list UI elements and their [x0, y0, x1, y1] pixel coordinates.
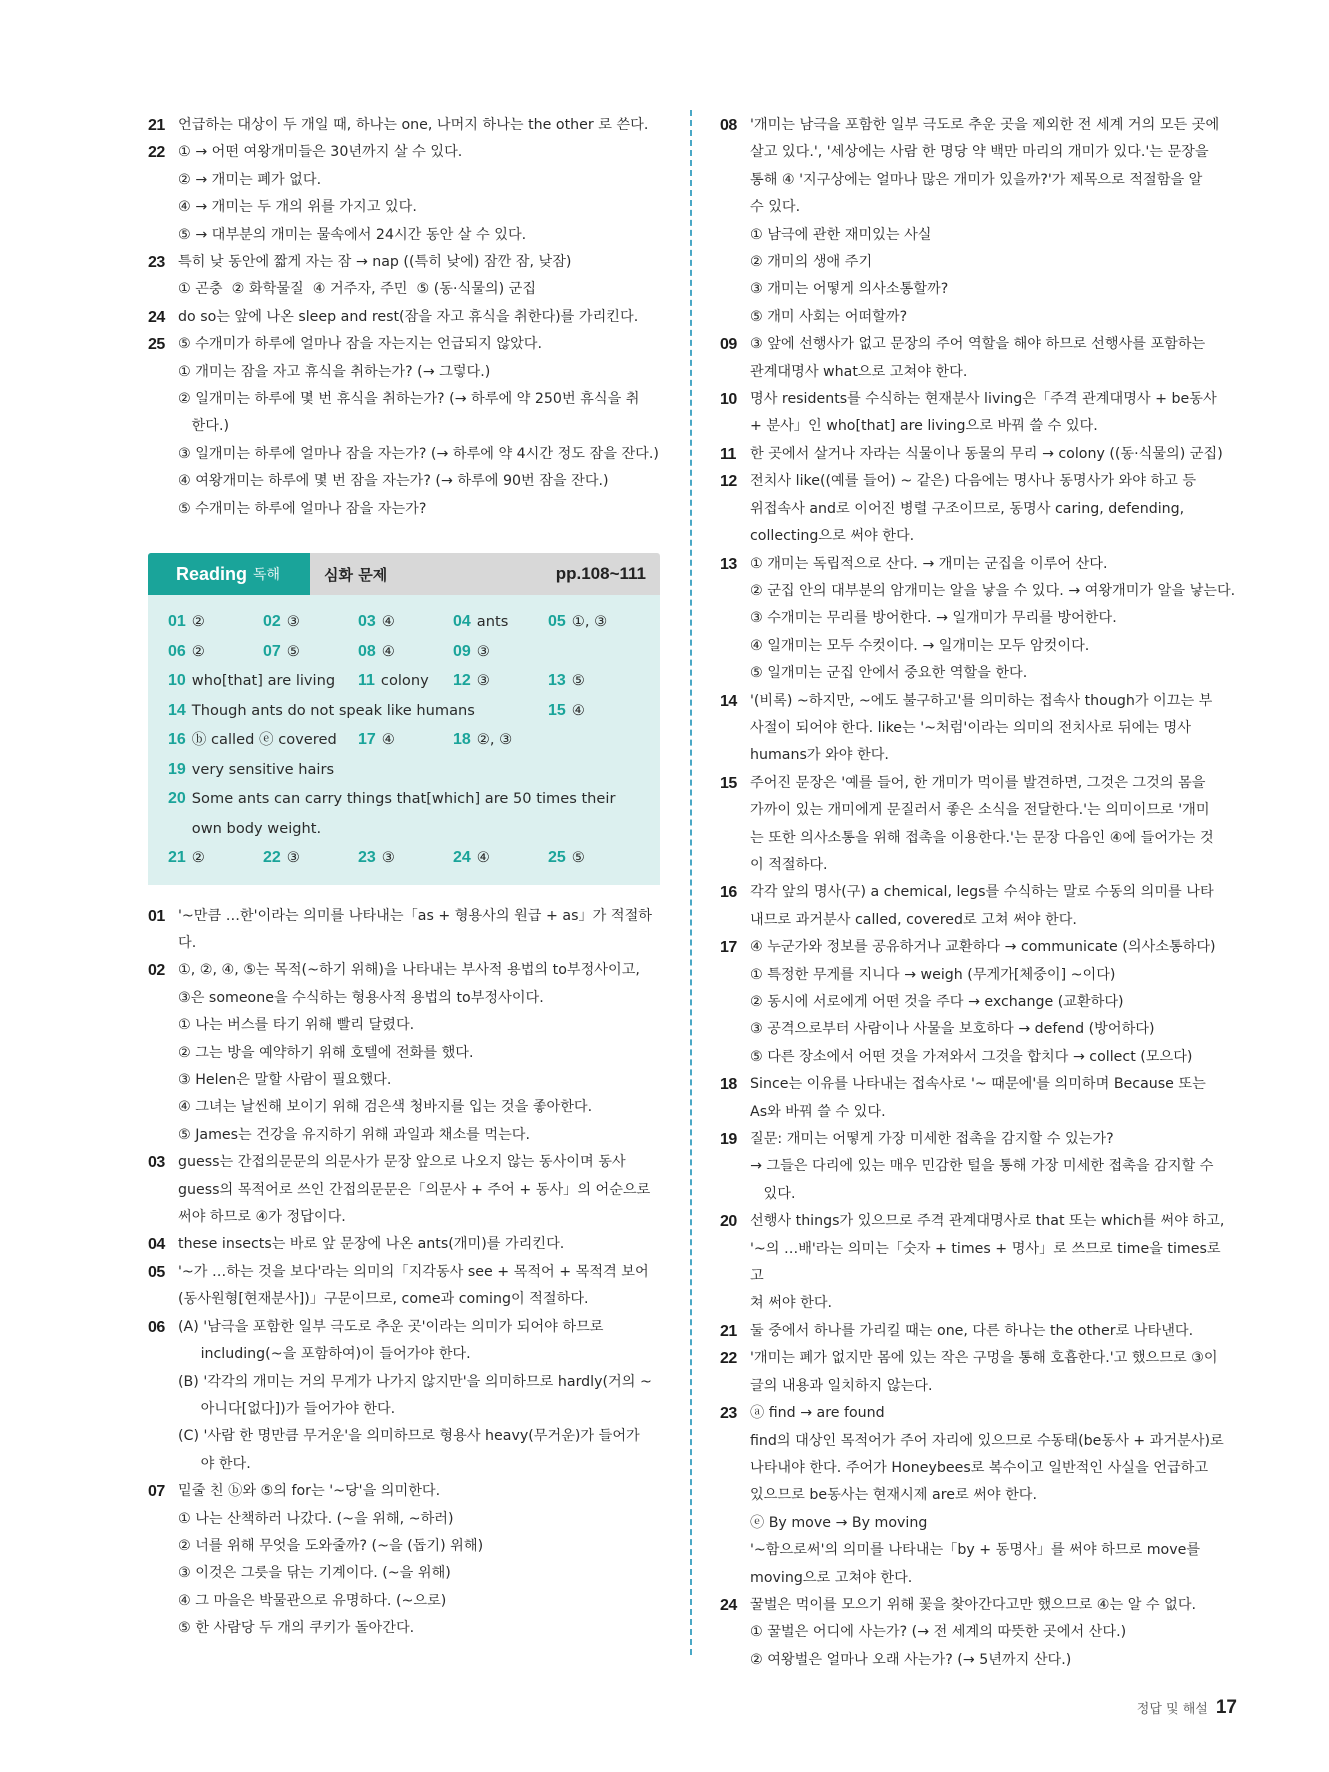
- answer-number: 18: [453, 731, 471, 749]
- explanation-item: [148, 304, 660, 331]
- answer-cell: [168, 637, 263, 667]
- box-pages: pp.108~111: [555, 564, 646, 584]
- item-line: ④ 일개미는 모두 수컷이다. → 일개미는 모두 암컷이다.: [750, 637, 1090, 654]
- answer-value: ①, ③: [571, 613, 608, 631]
- answer-number: 23: [358, 849, 376, 867]
- explanation-item: [720, 386, 1237, 441]
- answer-row: [168, 784, 644, 843]
- answer-value: ③: [381, 849, 395, 867]
- item-line: '~가 …하는 것을 보다'라는 의미의「지각동사 see + 목적어 + 목적격 보어: [178, 1263, 649, 1280]
- item-number: 09: [720, 336, 737, 354]
- answer-cell: [453, 666, 548, 696]
- answer-cell: [168, 725, 358, 755]
- item-line: ④ 그 마을은 박물관으로 유명하다. (~으로): [178, 1592, 447, 1609]
- item-line: ⑤ 개미 사회는 어떠할까?: [750, 308, 908, 325]
- item-number: 17: [720, 939, 737, 957]
- item-number: 18: [720, 1076, 737, 1094]
- item-number: 07: [148, 1483, 165, 1501]
- item-line: ⑤ 일개미는 군집 안에서 중요한 역할을 한다.: [750, 665, 1028, 682]
- item-line: 밑줄 친 ⓑ와 ⑤의 for는 '~당'을 의미한다.: [178, 1483, 441, 1500]
- item-line: ① 특정한 무게를 지니다 → weigh (무게가[체중이] ~이다): [750, 966, 1116, 983]
- answer-cell: [263, 637, 358, 667]
- explanation-item: [720, 331, 1237, 386]
- item-line: ③ 일개미는 하루에 얼마나 잠을 자는가? (→ 하루에 약 4시간 정도 잠을 잔다.): [178, 445, 659, 462]
- item-line: 있다.: [750, 1185, 796, 1202]
- item-line: '개미는 남극을 포함한 일부 극도로 추운 곳을 제외한 전 세계 거의 모든 곳에: [750, 117, 1220, 133]
- item-line: ② 동시에 서로에게 어떤 것을 주다 → exchange (교환하다): [750, 994, 1124, 1010]
- answer-number: 03: [358, 613, 376, 631]
- answer-cell: [358, 725, 453, 755]
- answer-number: 14: [168, 701, 186, 719]
- explanation-item: [148, 139, 660, 249]
- answer-number: 11: [358, 672, 375, 690]
- explanation-item: [148, 1314, 660, 1478]
- explanation-item: [720, 1345, 1237, 1400]
- reading-tag-kr: 독해: [253, 567, 281, 584]
- item-number: 03: [148, 1154, 165, 1172]
- item-number: 21: [720, 1322, 737, 1340]
- answer-value: ants: [476, 613, 509, 631]
- answer-cell: [263, 843, 358, 873]
- answer-cell: [358, 843, 453, 873]
- item-number: 14: [720, 692, 737, 710]
- box-title: 심화 문제: [324, 565, 388, 584]
- answer-number: 05: [548, 613, 566, 631]
- item-line: ① 나는 산책하러 나갔다. (~을 위해, ~하러): [178, 1510, 454, 1527]
- item-line: ⑤ James는 건강을 유지하기 위해 과일과 채소를 먹는다.: [178, 1126, 531, 1143]
- item-line: ② 개미의 생애 주기: [750, 254, 873, 271]
- answer-value: ④: [571, 701, 585, 719]
- answer-cell: [548, 696, 643, 726]
- explanation-item: [148, 1149, 660, 1231]
- item-line: ①, ②, ④, ⑤는 목적(~하기 위해)을 나타내는 부사적 용법의 to부정사이고,: [178, 962, 640, 979]
- answer-value: who[that] are living: [191, 672, 336, 690]
- answer-value: Though ants do not speak like humans: [191, 701, 475, 719]
- answer-value: ②, ③: [476, 731, 513, 749]
- item-number: 13: [720, 555, 737, 573]
- item-line: 써야 하므로 ④가 정답이다.: [178, 1209, 346, 1226]
- item-line: ③ 이것은 그릇을 닦는 기계이다. (~을 위해): [178, 1565, 451, 1582]
- item-line: ④ → 개미는 두 개의 위를 가지고 있다.: [178, 199, 417, 216]
- explanation-item: [720, 468, 1237, 550]
- item-number: 12: [720, 473, 737, 491]
- answer-number: 17: [358, 731, 376, 749]
- item-line: 둘 중에서 하나를 가리킬 때는 one, 다른 하나는 the other로 나타낸다.: [750, 1322, 1194, 1339]
- item-line: ⑤ 수개미가 하루에 얼마나 잠을 자는지는 언급되지 않았다.: [178, 336, 543, 353]
- item-line: ③ 개미는 어떻게 의사소통할까?: [750, 281, 949, 298]
- answer-number: 13: [548, 672, 566, 690]
- item-line: find의 대상인 목적어가 주어 자리에 있으므로 수동태(be동사 + 과거분사)로: [750, 1432, 1224, 1449]
- item-line: (C) '사람 한 명만큼 무거운'을 의미하므로 형용사 heavy(무거운)가 들어가: [178, 1428, 640, 1445]
- explanation-item: [720, 1208, 1237, 1318]
- item-line: '(비록) ~하지만, ~에도 불구하고'를 의미하는 접속사 though가 이끄는 부: [750, 692, 1213, 709]
- answer-cell: [358, 607, 453, 637]
- item-number: 23: [148, 254, 165, 272]
- answer-value: Some ants can carry things that[which] are 50 times their own body weight.: [191, 790, 616, 837]
- answer-row: [168, 755, 644, 785]
- item-line: 다.: [178, 935, 197, 951]
- item-line: ② 군집 안의 대부분의 암개미는 알을 낳을 수 있다. → 여왕개미가 알을 낳는다.: [750, 582, 1236, 599]
- item-line: 가까이 있는 개미에게 문질러서 좋은 소식을 전달한다.'는 의미이므로 '개미: [750, 802, 1210, 819]
- answer-cell: [263, 607, 358, 637]
- item-line: 각각 앞의 명사(구) a chemical, legs를 수식하는 말로 수동의 의미를 나타: [750, 884, 1214, 901]
- item-line: do so는 앞에 나온 sleep and rest(잠을 자고 휴식을 취한다)를 가리킨다.: [178, 308, 639, 325]
- answer-value: ④: [381, 642, 395, 660]
- item-line: ⓔ By move → By moving: [750, 1514, 928, 1531]
- item-line: '~함으로써'의 의미를 나타내는「by + 동명사」를 써야 하므로 move를: [750, 1542, 1201, 1559]
- item-line: 야 한다.: [178, 1455, 251, 1472]
- item-line: ② 여왕벌은 얼마나 오래 사는가? (→ 5년까지 산다.): [750, 1651, 1072, 1668]
- item-line: ① 개미는 잠을 자고 휴식을 취하는가? (→ 그렇다.): [178, 363, 491, 380]
- answer-number: 10: [168, 672, 186, 690]
- item-number: 04: [148, 1236, 165, 1254]
- item-line: ⑤ → 대부분의 개미는 물속에서 24시간 동안 살 수 있다.: [178, 226, 527, 243]
- right-explanations: [720, 112, 1237, 1674]
- answer-value: ③: [286, 849, 300, 867]
- reading-tag-en: Reading: [176, 563, 248, 584]
- explanation-item: [720, 1126, 1237, 1208]
- answer-number: 15: [548, 701, 566, 719]
- left-top-answers: [148, 112, 660, 523]
- right-column: [720, 112, 1237, 1674]
- item-line: 명사 residents를 수식하는 현재분사 living은「주격 관계대명사 + be동사: [750, 391, 1217, 408]
- item-line: '개미는 폐가 없지만 몸에 있는 작은 구멍을 통해 호흡한다.'고 했으므로 ③이: [750, 1350, 1218, 1367]
- explanation-item: [720, 688, 1237, 770]
- answer-value: ⑤: [571, 672, 585, 690]
- item-line: 살고 있다.', '세상에는 사람 한 명당 약 백만 마리의 개미가 있다.'는 문장을: [750, 144, 1209, 161]
- reading-box-header: [148, 553, 660, 595]
- item-number: 25: [148, 336, 165, 354]
- explanation-item: [720, 1071, 1237, 1126]
- item-line: moving으로 고쳐야 한다.: [750, 1569, 913, 1586]
- item-number: 02: [148, 962, 165, 980]
- item-line: ① 곤충 ② 화학물질 ④ 거주자, 주민 ⑤ (동·식물의) 군집: [178, 281, 537, 298]
- item-line: 꿀벌은 먹이를 모으기 위해 꽃을 찾아간다고만 했으므로 ④는 알 수 없다.: [750, 1596, 1197, 1613]
- explanation-item: [720, 1318, 1237, 1345]
- item-line: ② 일개미는 하루에 몇 번 휴식을 취하는가? (→ 하루에 약 250번 휴식을 취: [178, 391, 640, 408]
- left-bottom-explanations: [148, 903, 660, 1643]
- answer-cell: [453, 843, 548, 873]
- item-line: ① 나는 버스를 타기 위해 빨리 달렸다.: [178, 1017, 415, 1034]
- item-number: 22: [148, 144, 165, 162]
- answer-cell: [358, 637, 453, 667]
- explanation-item: [148, 957, 660, 1149]
- item-line: 이 적절하다.: [750, 856, 828, 873]
- item-number: 08: [720, 117, 737, 134]
- answer-number: 21: [168, 849, 186, 867]
- explanation-item: [148, 249, 660, 304]
- item-line: humans가 와야 한다.: [750, 747, 889, 764]
- answer-value: colony: [380, 672, 429, 690]
- left-column: [148, 112, 660, 1643]
- item-line: ③ 공격으로부터 사람이나 사물을 보호하다 → defend (방어하다): [750, 1021, 1155, 1038]
- answer-cell: [168, 784, 644, 843]
- item-line: ③ 수개미는 무리를 방어한다. → 일개미가 무리를 방어한다.: [750, 610, 1117, 627]
- answer-number: 20: [168, 790, 186, 808]
- item-number: 10: [720, 391, 737, 409]
- column-divider: [690, 110, 692, 1655]
- answer-row: [168, 666, 644, 696]
- answer-number: 08: [358, 642, 376, 660]
- answer-number: 04: [453, 613, 471, 631]
- item-line: ① → 어떤 여왕개미들은 30년까지 살 수 있다.: [178, 144, 463, 161]
- footer-text: 정답 및 해설: [1136, 1702, 1208, 1717]
- item-line: ④ 여왕개미는 하루에 몇 번 잠을 자는가? (→ 하루에 90번 잠을 잔다.): [178, 473, 609, 490]
- item-number: 05: [148, 1263, 165, 1281]
- item-line: (B) '각각의 개미는 거의 무게가 나가지 않지만'을 의미하므로 hardly(거의 ~: [178, 1373, 652, 1390]
- item-line: ① 꿀벌은 어디에 사는가? (→ 전 세계의 따뜻한 곳에서 산다.): [750, 1624, 1127, 1641]
- answer-cell: [453, 725, 548, 755]
- item-line: 한 곳에서 살거나 자라는 식물이나 동물의 무리 → colony ((동·식물의) 군집): [750, 445, 1223, 462]
- item-line: 내므로 과거분사 called, covered로 고쳐 써야 한다.: [750, 911, 1077, 928]
- item-line: collecting으로 써야 한다.: [750, 528, 915, 545]
- item-line: ⓐ find → are found: [750, 1405, 885, 1422]
- item-number: 22: [720, 1350, 737, 1368]
- answer-value: ③: [476, 672, 490, 690]
- item-line: 는 또한 의사소통을 위해 접촉을 이용한다.'는 문장 다음인 ④에 들어가는 것: [750, 829, 1214, 846]
- item-line: 관계대명사 what으로 고쳐야 한다.: [750, 363, 968, 380]
- item-line: Since는 이유를 나타내는 접속사로 '~ 때문에'를 의미하며 Because 또는: [750, 1076, 1206, 1093]
- item-line: ② 그는 방을 예약하기 위해 호텔에 전화를 했다.: [178, 1044, 474, 1061]
- answer-number: 07: [263, 642, 281, 660]
- answer-cell: [358, 666, 453, 696]
- item-number: 16: [720, 884, 737, 902]
- answer-value: ③: [476, 642, 490, 660]
- item-line: ⑤ 다른 장소에서 어떤 것을 가져와서 그것을 합치다 → collect (모으다): [750, 1048, 1193, 1065]
- answer-number: 25: [548, 849, 566, 867]
- page-footer: [1137, 1697, 1237, 1719]
- item-number: 21: [148, 117, 165, 134]
- answer-value: ②: [191, 849, 205, 867]
- item-line: 특히 낮 동안에 짧게 자는 잠 → nap ((특히 낮에) 잠깐 잠, 낮잠): [178, 254, 572, 271]
- item-line: → 그들은 다리에 있는 매우 민감한 털을 통해 가장 미세한 접촉을 감지할 수: [750, 1158, 1214, 1175]
- explanation-item: [148, 1259, 660, 1314]
- item-number: 24: [148, 308, 165, 326]
- explanation-item: [720, 441, 1237, 468]
- answer-value: ②: [191, 642, 205, 660]
- item-line: these insects는 바로 앞 문장에 나온 ants(개미)를 가리킨다.: [178, 1236, 565, 1253]
- answer-number: 09: [453, 642, 471, 660]
- answer-cell: [548, 843, 643, 873]
- item-line: ③ Helen은 말할 사람이 필요했다.: [178, 1072, 392, 1089]
- answer-cell: [453, 607, 548, 637]
- answer-cell: [168, 755, 358, 785]
- answer-number: 16: [168, 731, 186, 749]
- item-line: 글의 내용과 일치하지 않는다.: [750, 1377, 933, 1394]
- explanation-item: [720, 770, 1237, 880]
- item-line: 수 있다.: [750, 199, 801, 216]
- explanation-item: [148, 1478, 660, 1642]
- explanation-item: [720, 1400, 1237, 1592]
- item-number: 19: [720, 1131, 737, 1149]
- item-number: 15: [720, 774, 737, 792]
- answer-cell: [548, 666, 643, 696]
- answer-row: [168, 607, 644, 637]
- explanation-item: [720, 934, 1237, 1071]
- answer-row: [168, 637, 644, 667]
- explanation-item: [148, 331, 660, 523]
- explanation-item: [148, 112, 660, 139]
- item-line: 선행사 things가 있으므로 주격 관계대명사로 that 또는 which를 써야 하고,: [750, 1213, 1225, 1230]
- item-number: 23: [720, 1405, 737, 1423]
- item-line: (동사원형[현재분사])」구문이므로, come과 coming이 적절하다.: [178, 1291, 589, 1308]
- item-line: 통해 ④ '지구상에는 얼마나 많은 개미가 있을까?'가 제목으로 적절함을 알: [750, 171, 1203, 188]
- answer-cell: [548, 607, 643, 637]
- item-line: ③은 someone을 수식하는 형용사적 용법의 to부정사이다.: [178, 989, 544, 1006]
- answer-value: ⑤: [571, 849, 585, 867]
- answer-value: ③: [286, 613, 300, 631]
- item-line: 사절이 되어야 한다. like는 '~처럼'이라는 의미의 전치사로 뒤에는 명사: [750, 719, 1191, 736]
- item-line: ④ 누군가와 정보를 공유하거나 교환하다 → communicate (의사소통하다): [750, 939, 1216, 956]
- item-line: 나타내야 한다. 주어가 Honeybees로 복수이고 일반적인 사실을 언급하고: [750, 1459, 1209, 1476]
- item-number: 11: [720, 445, 736, 463]
- answer-value: ④: [476, 849, 490, 867]
- item-line: 아니다[없다])가 들어가야 한다.: [178, 1400, 396, 1417]
- answer-key-box: [148, 595, 660, 885]
- item-line: 전치사 like((예를 들어) ~ 같은) 다음에는 명사나 동명사가 와야 하고 등: [750, 473, 1197, 490]
- item-number: 06: [148, 1318, 165, 1336]
- item-number: 24: [720, 1596, 737, 1614]
- explanation-item: [720, 551, 1237, 688]
- answer-number: 12: [453, 672, 471, 690]
- item-line: 위접속사 and로 이어진 병렬 구조이므로, 동명사 caring, defending,: [750, 500, 1185, 517]
- item-line: 질문: 개미는 어떻게 가장 미세한 접촉을 감지할 수 있는가?: [750, 1131, 1114, 1148]
- item-line: including(~을 포함하여)이 들어가야 한다.: [178, 1346, 471, 1363]
- item-line: ① 남극에 관한 재미있는 사실: [750, 226, 932, 243]
- answer-cell: [168, 666, 358, 696]
- answer-row: [168, 843, 644, 873]
- answer-number: 24: [453, 849, 471, 867]
- answer-number: 01: [168, 613, 186, 631]
- explanation-item: [720, 1592, 1237, 1674]
- reading-tag: [148, 553, 310, 595]
- answer-value: ②: [191, 613, 205, 631]
- answer-cell: [168, 607, 263, 637]
- item-line: ③ 앞에 선행사가 없고 문장의 주어 역할을 해야 하므로 선행사를 포함하는: [750, 336, 1206, 353]
- item-line: '~만큼 …한'이라는 의미를 나타내는「as + 형용사의 원급 + as」가 적절하: [178, 907, 653, 924]
- item-line: 주어진 문장은 '예를 들어, 한 개미가 먹이를 발견하면, 그것은 그것의 몸을: [750, 774, 1206, 791]
- item-line: ② 너를 위해 무엇을 도와줄까? (~을 (돕기) 위해): [178, 1537, 484, 1554]
- answer-number: 19: [168, 760, 186, 778]
- item-line: guess는 간접의문문의 의문사가 문장 앞으로 나오지 않는 동사이며 동사: [178, 1154, 626, 1171]
- item-line: '~의 …배'라는 의미는「숫자 + times + 명사」로 쓰므로 time을 times로 고: [750, 1240, 1226, 1285]
- answer-row: [168, 696, 644, 726]
- answer-cell: [168, 843, 263, 873]
- item-line: 한다.): [178, 418, 229, 435]
- item-line: guess의 목적어로 쓰인 간접의문문은「의문사 + 주어 + 동사」의 어순으로: [178, 1181, 651, 1198]
- item-number: 01: [148, 907, 165, 925]
- explanation-item: [148, 903, 660, 958]
- item-line: + 분사」인 who[that] are living으로 바꿔 쓸 수 있다.: [750, 418, 1098, 435]
- item-line: ⑤ 한 사람당 두 개의 쿠키가 돌아간다.: [178, 1620, 415, 1637]
- answer-number: 06: [168, 642, 186, 660]
- item-line: As와 바꿔 쓸 수 있다.: [750, 1103, 886, 1120]
- item-number: 20: [720, 1213, 737, 1231]
- item-line: ② → 개미는 폐가 없다.: [178, 171, 322, 188]
- item-line: 쳐 써야 한다.: [750, 1295, 833, 1312]
- item-line: ④ 그녀는 날씬해 보이기 위해 검은색 청바지를 입는 것을 좋아한다.: [178, 1099, 593, 1116]
- item-line: (A) '남극을 포함한 일부 극도로 추운 곳'이라는 의미가 되어야 하므로: [178, 1318, 604, 1335]
- answer-row: [168, 725, 644, 755]
- answer-value: ⑤: [286, 642, 300, 660]
- explanation-item: [148, 1231, 660, 1258]
- page-number: 17: [1215, 1697, 1237, 1718]
- item-line: ⑤ 수개미는 하루에 얼마나 잠을 자는가?: [178, 500, 427, 517]
- answer-value: very sensitive hairs: [191, 760, 335, 778]
- answer-cell: [453, 637, 548, 667]
- explanation-item: [720, 879, 1237, 934]
- item-line: 언급하는 대상이 두 개일 때, 하나는 one, 나머지 하나는 the other 로 쓴다.: [178, 117, 649, 133]
- answer-number: 02: [263, 613, 281, 631]
- answer-number: 22: [263, 849, 281, 867]
- answer-value: ④: [381, 613, 395, 631]
- item-line: ① 개미는 독립적으로 산다. → 개미는 군집을 이루어 산다.: [750, 555, 1108, 572]
- answer-value: ⓑ called ⓔ covered: [191, 731, 337, 749]
- answer-value: ④: [381, 731, 395, 749]
- explanation-item: [720, 112, 1237, 331]
- item-line: 있으므로 be동사는 현재시제 are로 써야 한다.: [750, 1487, 1038, 1504]
- answer-cell: [168, 696, 548, 726]
